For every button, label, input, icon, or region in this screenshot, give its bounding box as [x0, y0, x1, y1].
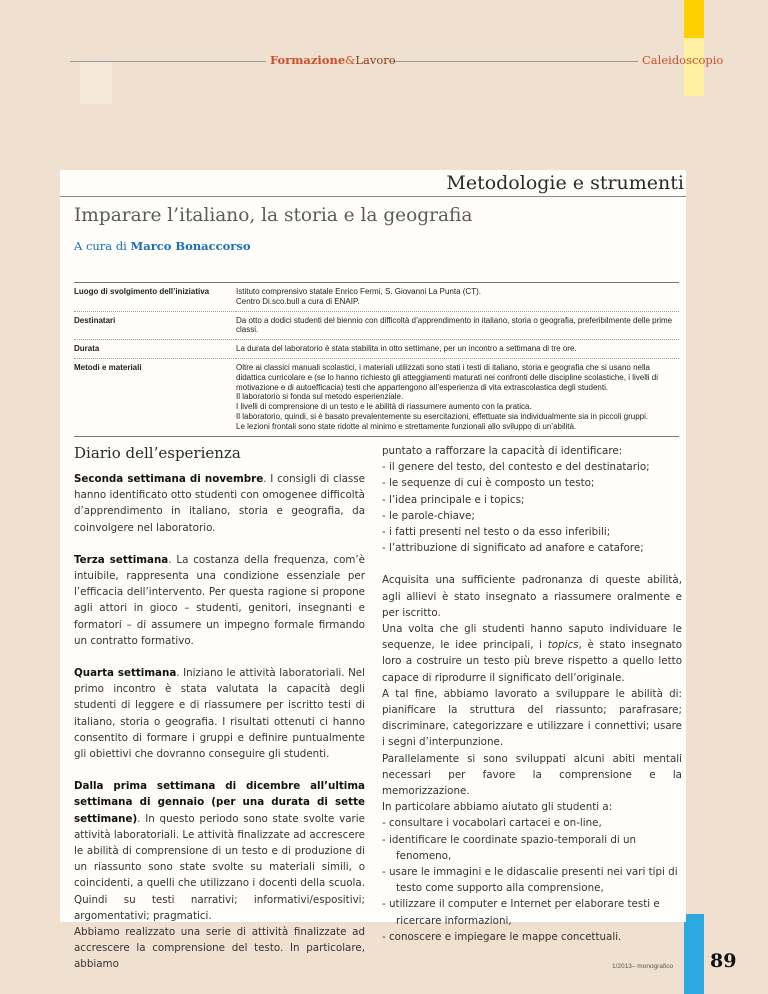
info-table-row — [74, 283, 679, 312]
info-value — [236, 358, 679, 436]
diary-paragraph: Parallelamente si sono sviluppati alcuni abiti mentali necessari per favore la comprensione e la memorizzazione. — [382, 752, 682, 798]
diary-paragraph: A tal fine, abbiamo lavorato a sviluppare le abilità di: pianificare la struttura del riassunto; parafrasare; discriminare, categorizzare e utilizzare i connettivi; usare i segni d’interpunzione. — [382, 687, 682, 749]
paragraph-text: , è stato insegnato loro a costruire un testo più breve rispetto a quello letto capace di riprodurre il significato dell’originale. — [382, 639, 682, 684]
magazine-name — [270, 53, 396, 67]
info-table-row — [74, 311, 679, 340]
entry-text: . In questo periodo sono state svolte varie attività laboratoriali. Le attività finalizzate ad accrescere le abilità di comprensione di un testo e di produzione di un riassunto sono state svolte su materiali simili, o coincidenti, a quelli che utilizzano i docenti della scuola. Quindi su testi narrativi; informativi/espositivi; argomentativi; pragmatici. — [74, 812, 365, 922]
habits-list — [382, 815, 682, 945]
color-strip-yellow — [684, 0, 704, 38]
info-value-line: La durata del laboratorio è stata stabilita in otto settimane, per un incontro a settimana di tre ore. — [236, 344, 577, 354]
article-title: Imparare l’italiano, la storia e la geografia — [74, 205, 473, 226]
page-number: 89 — [710, 950, 737, 972]
info-table-row — [74, 340, 679, 359]
list-item: - identificare le coordinate spazio-temporali di un fenomeno, — [382, 832, 682, 864]
entry-text: . La costanza della frequenza, com’è intuibile, rappresenta una condizione essenziale per l’efficacia dell’intervento. Per questa ragione si propone agli attori in gioco – studenti, genitori, insegnanti e formatori – di assumere un impegno formale firmando un contratto formativo. — [74, 553, 366, 647]
section-rule — [60, 196, 686, 197]
info-value — [236, 283, 679, 312]
header-rule-right — [390, 61, 638, 62]
list-item: - le parole-chiave; — [382, 508, 682, 524]
entry-text: Abbiamo realizzato una serie di attività finalizzate ad accrescere la comprensione del testo. In particolare, abbiamo — [74, 926, 365, 971]
paragraph-text: Una volta che gli studenti hanno saputo individuare le sequenze, le idee principali, i — [382, 623, 682, 652]
magazine-name-part1: Formazione — [270, 53, 346, 67]
entry-period: Seconda settimana di novembre — [74, 473, 264, 485]
info-value-line: Istituto comprensivo statale Enrico Fermi, S. Giovanni La Punta (CT). — [236, 287, 481, 296]
info-value-line: Il laboratorio, quindi, si è basato prevalentemente su esercitazioni, effettuate sia individualmente sia in piccoli gruppi. — [236, 411, 649, 421]
diary-entry — [74, 471, 365, 536]
diary-entry — [74, 778, 365, 972]
color-strip-pale — [684, 38, 704, 96]
paragraph-emphasis: topics — [547, 639, 579, 652]
diary-title: Diario dell’esperienza — [74, 444, 241, 462]
skills-list — [382, 459, 682, 556]
list-item: - l’attribuzione di significato ad anafore e catafore; — [382, 540, 682, 556]
entry-period: Dalla prima settimana di dicembre all’ultima settimana di gennaio (per una durata di sette settimane) — [74, 780, 365, 825]
magazine-section: Caleidoscopio — [642, 53, 724, 67]
info-value-line: Le lezioni frontali sono state ridotte al minimo e strettamente funzionali allo sviluppo di un’abilità. — [236, 421, 577, 431]
byline-prefix: A cura di — [74, 239, 131, 253]
info-value — [236, 340, 679, 359]
header-rule-left — [70, 61, 266, 62]
section-title: Metodologie e strumenti — [446, 172, 684, 194]
info-label: Destinatari — [74, 311, 236, 340]
info-value-line: Centro Di.sco.bull a cura di ENAIP. — [236, 296, 360, 306]
entry-text: . Iniziano le attività laboratoriali. Nel primo incontro è stata valutata la capacità degli studenti di leggere e di riassumere per iscritto testi di italiano, storia o geografia. I risultati ottenuti ci hanno consentito di formare i gruppi e definire puntualmente gli obiettivi che dovranno conseguire gli studenti. — [74, 667, 365, 761]
entry-text: . I consigli di classe hanno identificato otto studenti con omogenee difficoltà d’apprendimento in italiano, storia e geografia, da coinvolgere nel laboratorio. — [74, 473, 365, 534]
info-value-line: I livelli di comprensione di un testo e le abilità di riassumere aumento con la pratica. — [236, 402, 532, 412]
entry-period: Quarta settimana — [74, 667, 177, 680]
info-label: Metodi e materiali — [74, 358, 236, 436]
list-item: - consultare i vocabolari cartacei e on-line, — [382, 815, 682, 831]
info-value-line: Il laboratorio si fonda sul metodo esperienziale. — [236, 392, 404, 402]
list-item: - utilizzare il computer e Internet per elaborare testi e ricercare informazioni, — [382, 896, 682, 928]
list-item: - le sequenze di cui è composto un testo; — [382, 475, 682, 491]
info-table — [74, 282, 679, 437]
info-value — [236, 311, 679, 340]
magazine-name-ampersand: & — [345, 53, 356, 67]
decorative-block — [80, 62, 112, 104]
list-item: - l’idea principale e i topics; — [382, 492, 682, 508]
issue-label: 1/2013– monografico — [612, 963, 674, 970]
diary-paragraph — [382, 621, 682, 686]
diary-paragraph: puntato a rafforzare la capacità di identificare: — [382, 445, 623, 457]
info-value-line: Da otto a dodici studenti del biennio con difficoltà d’apprendimento in italiano, storia o geografia, preferibilmente delle prime classi. — [236, 315, 673, 335]
diary-paragraph: In particolare abbiamo aiutato gli studenti a: — [382, 801, 613, 814]
diary-entry — [74, 665, 365, 762]
magazine-name-part2: Lavoro — [355, 53, 396, 67]
article-byline — [74, 239, 251, 253]
list-item: - usare le immagini e le didascalie presenti nei vari tipi di testo come supporto alla comprensione, — [382, 864, 682, 896]
info-label: Luogo di svolgimento dell’iniziativa — [74, 283, 236, 312]
entry-period: Terza settimana — [74, 553, 169, 566]
diary-left-column — [74, 471, 365, 973]
info-label: Durata — [74, 340, 236, 359]
diary-entry — [74, 552, 365, 649]
info-table-row — [74, 358, 679, 436]
list-item: - conoscere e impiegare le mappe concettuali. — [382, 929, 682, 945]
color-strip-blue — [684, 914, 704, 994]
diary-right-column — [382, 443, 682, 945]
list-item: - il genere del testo, del contesto e del destinatario; — [382, 459, 682, 475]
list-item: - i fatti presenti nel testo o da esso inferibili; — [382, 524, 682, 540]
info-value-line: Oltre ai classici manuali scolastici, i materiali utilizzati sono stati i testi di italiano, storia e geografia che si usano nella didattica curricolare e (se lo hanno richiesto gli atteggiamenti maturati nei confronti delle discipline scolastiche, i livelli di motivazione e di autoefficacia) testi che appartengono all’esperienza di vita extrascolastica degli studenti. — [236, 362, 658, 392]
author-name: Marco Bonaccorso — [130, 239, 251, 253]
diary-paragraph: Acquisita una sufficiente padronanza di queste abilità, agli allievi è stato insegnato a riassumere oralmente e per iscritto. — [382, 574, 682, 619]
